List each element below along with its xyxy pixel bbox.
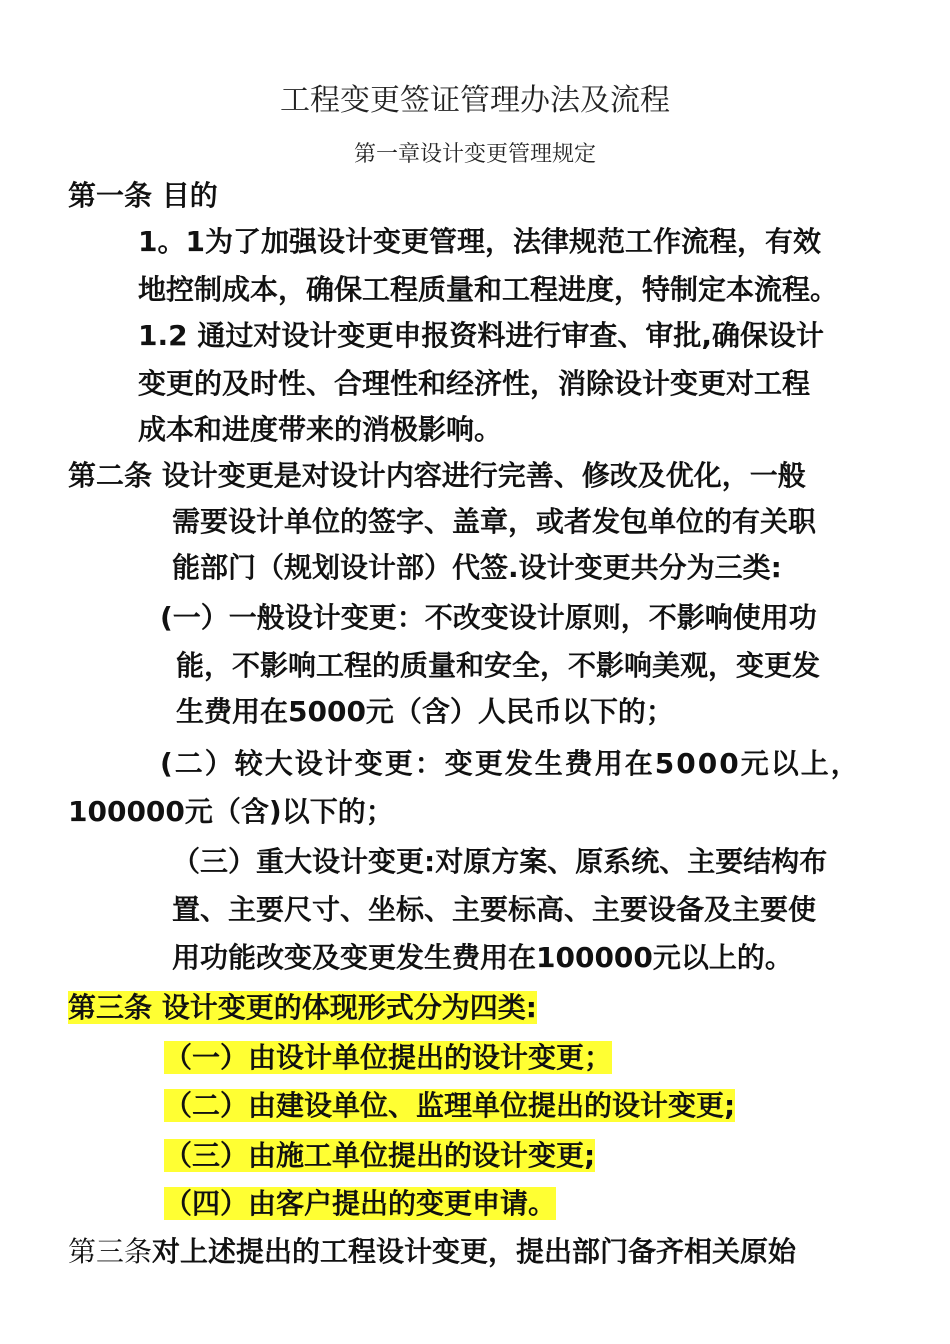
paragraph-text: 对上述提出的工程设计变更，提出部门备齐相关原始 — [152, 1235, 797, 1268]
list-item-line: 置、主要尺寸、坐标、主要标高、主要设备及主要使 — [172, 893, 817, 926]
paragraph-line: 需要设计单位的签字、盖章，或者发包单位的有关职 — [172, 505, 817, 538]
paragraph-line: 变更的及时性、合理性和经济性，消除设计变更对工程 — [138, 367, 811, 400]
article-label: 第三条 — [68, 1235, 153, 1268]
article-3-heading-highlighted: 第三条 设计变更的体现形式分为四类: — [68, 991, 537, 1024]
highlighted-list-item: （三）由施工单位提出的设计变更; — [164, 1139, 596, 1172]
paragraph-line: 能部门（规划设计部）代签.设计变更共分为三类: — [172, 551, 782, 584]
list-item-line: 100000元（含)以下的； — [68, 795, 394, 828]
highlighted-list-item: （四）由客户提出的变更申请。 — [164, 1187, 557, 1220]
article-2-line: 第二条 设计变更是对设计内容进行完善、修改及优化，一般 — [68, 459, 806, 492]
list-item-line: (二）较大设计变更：变更发生费用在5000元以上， — [160, 747, 861, 780]
paragraph-line: 1.2 通过对设计变更申报资料进行审查、审批,确保设计 — [138, 319, 824, 352]
paragraph-line: 地控制成本，确保工程质量和工程进度，特制定本流程。 — [138, 273, 839, 306]
highlighted-list-item: （一）由设计单位提出的设计变更； — [164, 1041, 613, 1074]
highlighted-list-item: （二）由建设单位、监理单位提出的设计变更; — [164, 1089, 736, 1122]
paragraph-line: 1。1为了加强设计变更管理，法律规范工作流程，有效 — [138, 225, 821, 258]
list-item-line: (一）一般设计变更：不改变设计原则，不影响使用功 — [160, 601, 817, 634]
paragraph-line: 成本和进度带来的消极影响。 — [138, 413, 503, 446]
article-1-heading: 第一条 目的 — [68, 179, 218, 212]
list-item-line: 用功能改变及变更发生费用在100000元以上的。 — [172, 941, 793, 974]
list-item-line: （三）重大设计变更:对原方案、原系统、主要结构布 — [172, 845, 828, 878]
document-title: 工程变更签证管理办法及流程 — [280, 83, 670, 118]
chapter-title: 第一章设计变更管理规定 — [353, 142, 596, 167]
list-item-line: 能，不影响工程的质量和安全，不影响美观，变更发 — [176, 649, 821, 682]
list-item-line: 生费用在5000元（含）人民币以下的； — [176, 695, 674, 728]
article-3-second-line — [68, 1232, 796, 1272]
